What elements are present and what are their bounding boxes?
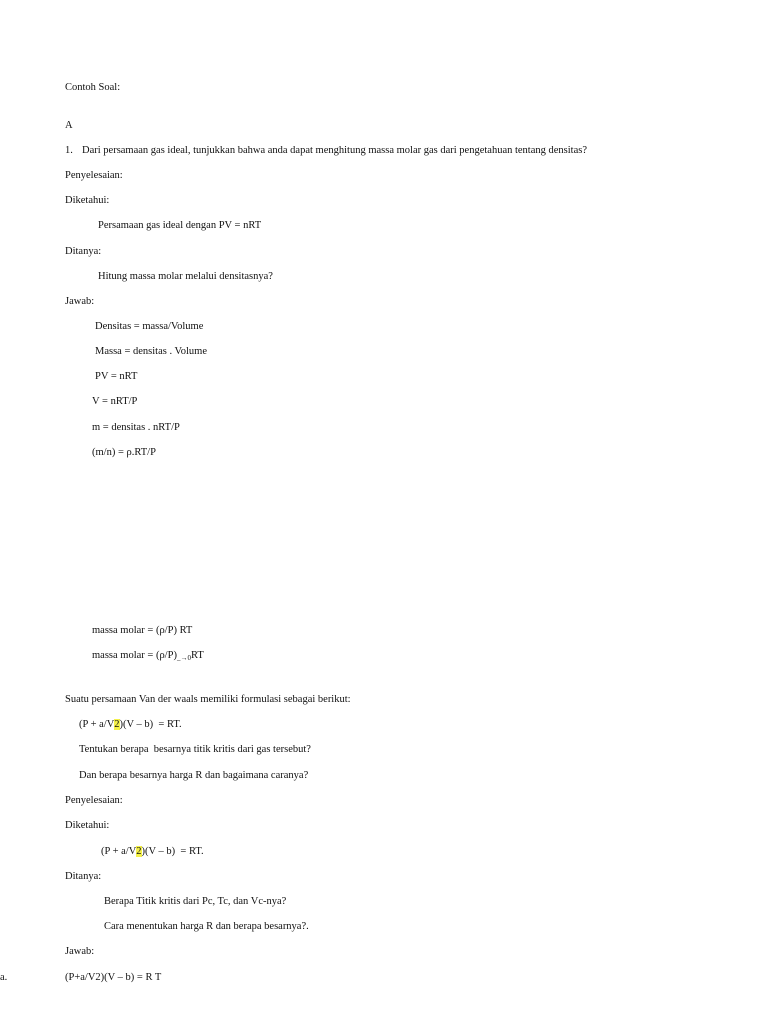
step-line: Massa = densitas . Volume [95, 346, 207, 357]
answer-label: Jawab: [65, 296, 95, 307]
equation-suffix: )(V – b) = RT. [141, 846, 204, 857]
question-1-number: 1. [65, 145, 73, 156]
asked-item-r-value: Cara menentukan harga R dan berapa besarnya?. [104, 921, 309, 932]
known-label: Diketahui: [65, 195, 110, 206]
step-line: V = nRT/P [92, 396, 138, 407]
solution-label: Penyelesaian: [65, 795, 123, 806]
question-2-intro: Suatu persamaan Van der waals memiliki formulasi sebagai berikut: [65, 694, 351, 705]
asked-text: Hitung massa molar melalui densitasnya? [98, 271, 273, 282]
solution-label: Penyelesaian: [65, 170, 123, 181]
limit-subscript: _→0 [176, 654, 191, 662]
answer-equation: (P+a/V2)(V – b) = R T [65, 972, 162, 983]
answer-label: Jawab: [65, 946, 95, 957]
asked-label: Ditanya: [65, 871, 102, 882]
equation-suffix: )(V – b) = RT. [119, 719, 182, 730]
molar-mass-limit-formula [92, 649, 204, 665]
step-line: Densitas = massa/Volume [95, 321, 204, 332]
equation-prefix: (P + a/V [79, 719, 115, 730]
highlighted-exponent: 2 [114, 719, 120, 730]
answer-list-marker: a. [0, 972, 8, 983]
molar-mass-formula: massa molar = (ρ/P) RT [92, 625, 193, 636]
question-2-part-1: Tentukan berapa besarnya titik kritis dari gas tersebut? [79, 744, 311, 755]
equation-prefix: (P + a/V [101, 846, 137, 857]
heading: Contoh Soal: [65, 82, 121, 93]
known-equation [101, 845, 204, 859]
van-der-waals-equation [79, 718, 182, 732]
asked-label: Ditanya: [65, 246, 102, 257]
question-1-text: Dari persamaan gas ideal, tunjukkan bahwa anda dapat menghitung massa molar gas dari pengetahuan tentang densitas? [82, 145, 587, 156]
section-label-a: A [65, 120, 73, 131]
question-2-part-2: Dan berapa besarnya harga R dan bagaimana caranya? [79, 770, 309, 781]
step-line: m = densitas . nRT/P [92, 422, 180, 433]
step-line: PV = nRT [95, 371, 138, 382]
known-label: Diketahui: [65, 820, 110, 831]
step-line: (m/n) = ρ.RT/P [92, 447, 156, 458]
highlighted-exponent: 2 [136, 846, 142, 857]
asked-item-critical-point: Berapa Titik kritis dari Pc, Tc, dan Vc-nya? [104, 896, 287, 907]
molar-mass-limit-suffix: RT [190, 650, 204, 661]
known-text: Persamaan gas ideal dengan PV = nRT [98, 220, 262, 231]
molar-mass-limit-prefix: massa molar = (ρ/P) [92, 650, 177, 661]
